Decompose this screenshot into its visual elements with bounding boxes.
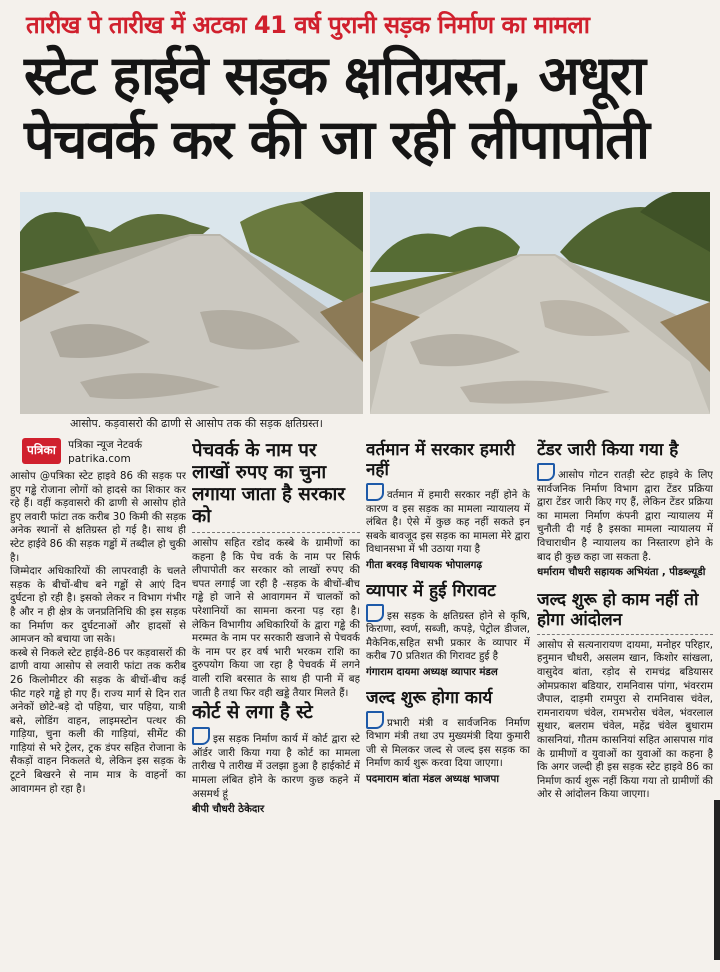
clipping-edge (714, 800, 720, 960)
road-photo-right (370, 192, 710, 414)
subheading-patchwork: पेचवर्क के नाम पर लाखों रुपए का चुना लगाया जाता है सरकार को (192, 440, 345, 527)
subheading-trade-decline: व्यापार में हुई गिरावट (366, 580, 496, 601)
patrika-logo: पत्रिका (22, 438, 61, 464)
subheading-tender: टेंडर जारी किया गया है (537, 440, 679, 460)
quote-mark-icon (366, 483, 384, 501)
quote-mla: वर्तमान में हमारी सरकार नहीं होने के कारण व इस सड़क का मामला न्यायालय में लंबित है। ऐसे में कुछ कह नहीं सकते इन सबके बावजूद इस सड़क का मामला मेरे द्वारा विधानसभा में भी उठाया गया है (366, 483, 530, 557)
paragraph-1: आसोप @पत्रिका स्टेट हाइवे 86 की सड़क पर हुए गड्ढे रोजाना लोगों को हादसे का शिकार कर रहे हैं। वहीं कड़वासरो की ढाणी से आसोप होते हुए लवारी फांटा तक करीब 30 किमी की सड़क अनेक स्थानों से क्षतिग्रस्त हो गई है। साथ ही स्टेट हाईवे 86 की सड़क गड्ढों में तब्दील हो चुकी है। (10, 471, 186, 564)
quote-mark-icon (537, 463, 555, 481)
quote-mark-icon (192, 727, 210, 745)
paragraph-3: कस्बे से निकले स्टेट हाईवे-86 पर कड़वासरों की ढाणी वाया आसोप से लवारी फांटा तक करीब 26 किलोमीटर की सड़क के बीचों-बीच कई फीट गहरे गड्ढे हो गए हैं। राज्य मार्ग से दिन रात अनेकों छोटे-बड़े दो पहिया, चार पहिया, यात्री बसे, लोडिंग वाहन, लाइमस्टोन पत्थर की गाड़िया, चुना कली की गाड़ियां, सीमेंट की गाड़ियां से भरे ट्रेलर, ट्रक डंपर सहित रोजाना के सैकड़ों वाहन निकलते थे, लेकिन इस सड़क के टूटने बिखरने से नाम मात्र के वाहनों का आवागमन हो रहा है। (10, 647, 186, 795)
byline-bjp: पदमाराम बांता मंडल अध्यक्ष भाजपा (366, 773, 499, 785)
road-photo-left (20, 192, 363, 414)
paragraph-patchwork: आसोप सहित रडोद कस्बे के ग्रामीणों का कहना है कि पेच वर्क के नाम पर सिर्फ लीपापोती कर सरकार को लाखों रुपए की चपत लगाई जा रही है -सड़क के बीचों-बीच गड्ढे हो जाने से आवागमन में चालकों को परेशानियों का सामना करना पड़ रहा है। लेकिन विभागीय अधिकारियों के द्वारा गड्ढे की मरम्मत के नाम पर सरकारी खजाने से पेचवर्क के नाम पर हर वर्ष भारी भरकम राशि का दुरुपयोग किया जा रहा है पेचवर्क में लगने वाली राशि बरसात के साथ ही पानी में बह जाती है तथा फिर वही खड्डे तैयार मिलते हैं। (192, 538, 360, 699)
headline-line-1: स्टेट हाईवे सड़क क्षतिग्रस्त, अधूरा (24, 44, 645, 107)
quote-mark-icon (366, 604, 384, 622)
article-column-2 (192, 438, 360, 972)
paragraph-agitation: आसोप से सत्यनारायण दायमा, मनोहर परिहार, हनुमान चौधरी, असलम खान, किशोर सांखला, वासुदेव बांता, रड़ोद से रामचंद्र बडियासर ओमप्रकाश बडियार, रामनिवास पांगा, भंवरराम जैपाल, दाड़मी रामपुरा से रामनिवास चंवेल, रामनारायण चंवेल, रामभरोस चंवेल, भंवरलाल सुथार, बलराम चंवेल, महेंद्र चंवेल बुधाराम कासनियां, गौतम कासनियां सहित आसपास गांव के ग्रामीणों व युवाओं का युवाओं का कहना है कि अगर जल्दी ही इस सड़क स्टेट हाइवे 86 का निर्माण कार्य शुरू नहीं किया गया तो ग्रामीणों की ओर से आंदोलन किया जाएगा। (537, 639, 713, 801)
subheading-government: वर्तमान में सरकार हमारी नहीं (366, 440, 515, 480)
byline-trade: गंगाराम दायमा अध्यक्ष व्यापार मंडल (366, 666, 498, 678)
divider (537, 634, 713, 635)
subheading-agitation: जल्द शुरू हो काम नहीं तो होगा आंदोलन (537, 589, 699, 630)
quote-bjp: प्रभारी मंत्री व सार्वजनिक निर्माण विभाग मंत्री तथा उप मुख्यमंत्री दिया कुमारी जी से मिलकर जल्द से जल्द इस सड़क का निर्माण कार्य शुरू करवा दिया जाएगा। (366, 711, 530, 771)
article-column-1 (0, 438, 186, 972)
byline-contractor: बीपी चौधरी ठेकेदार (192, 804, 265, 816)
photo-caption: आसोप. कड़वासरो की ढाणी से आसोप तक की सड़क क्षतिग्रस्त। (70, 417, 323, 430)
byline-block (0, 438, 186, 466)
quote-mark-icon (366, 711, 384, 729)
main-headline (24, 46, 648, 174)
agency-credit (68, 438, 142, 466)
article-column-4 (537, 438, 713, 972)
subheading-court-stay: कोर्ट से लगा है स्टे (192, 702, 313, 724)
article-column-3 (366, 438, 530, 972)
byline-engineer: धर्माराम चौधरी सहायक अभियंता , पीडब्ल्यूडी (537, 567, 706, 579)
quote-tender: आसोप गोटन रातड़ी स्टेट हाइवे के लिए सार्वजनिक निर्माण विभाग द्वारा टेंडर प्रक्रिया द्वारा टेंडर जारी किए गए हैं, लेकिन टेंडर प्रक्रिया का मामला निर्माण कंपनी द्वारा न्यायालय में चुनौती दी गई है इसका मामला न्यायालय में विचाराधीन है न्यायालय का निस्तारण होने के बाद ही कुछ कहा जा सकता है. (537, 463, 713, 564)
paragraph-2: जिम्मेदार अधिकारियों की लापरवाही के चलते सड़क के बीचों-बीच बने गड्ढों से आएं दिन दुर्घटना हो रही है। इसको लेकर न विभाग गंभीर है और न ही क्षेत्र के जनप्रतिनिधि की इस सड़क का निर्माण कर दुर्घटनाओं और हादसों से आमजन को बचाया जा सके। (10, 566, 186, 646)
agency-site: patrika.com (68, 453, 131, 465)
quote-contractor: इस सड़क निर्माण कार्य में कोर्ट द्वारा स्टे ऑर्डर जारी किया गया है कोर्ट का मामला तारीख पे तारीख में उलझा हुआ है हाईकोर्ट में मामला लंबित होने के कारण कुछ कहने में असमर्थ हूं (192, 727, 360, 801)
agency-name: पत्रिका न्यूज नेटवर्क (68, 439, 143, 451)
headline-line-2: पेचवर्क कर की जा रही लीपापोती (24, 108, 649, 171)
subheading-work-start: जल्द शुरू होगा कार्य (366, 687, 493, 708)
divider (192, 532, 360, 533)
kicker-headline: तारीख पे तारीख में अटका 41 वर्ष पुरानी सड़क निर्माण का मामला (26, 11, 590, 39)
byline-mla: गीता बरवड़ विधायक भोपालगढ़ (366, 559, 483, 571)
quote-trade: इस सड़क के क्षतिग्रस्त होने से कृषि, किराणा, स्वर्ण, सब्जी, कपड़े, पेट्रोल डीजल, मैकेनिक,सहित सभी प्रकार के व्यापार में करीब 70 प्रतिशत की गिरावट हुई है (366, 604, 530, 664)
